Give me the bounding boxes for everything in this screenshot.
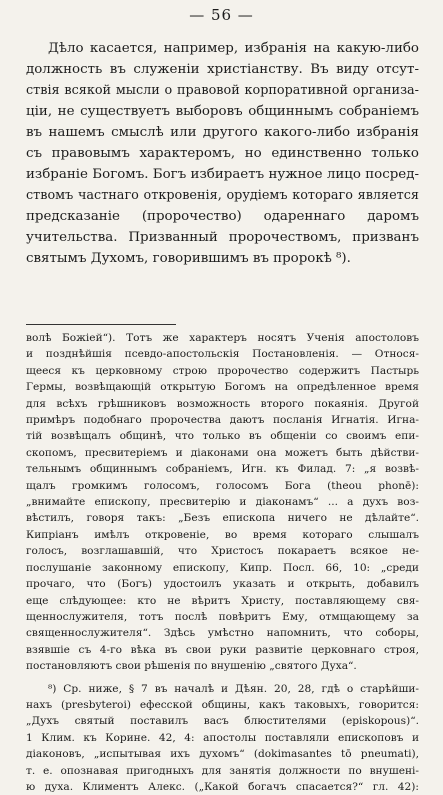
footnote-line: Гермы, возвѣщающій открытую Богомъ на опредѣленное время bbox=[26, 381, 419, 394]
text-line: Дѣло касается, например, избранія на какую-либо bbox=[48, 41, 419, 56]
footnote-line: послушаніе законному епископу, Кипр. Посл. 66, 10: „среди bbox=[26, 561, 419, 574]
footnote-line: и позднѣйшія псевдо-апостольскія Постановленія. — Относя- bbox=[26, 348, 419, 361]
text-line: избраніе Богомъ. Богъ избираетъ нужное лицо посред- bbox=[26, 167, 419, 182]
footnote-line: еще слѣдующее: кто не вѣритъ Христу, поставляющему свя- bbox=[26, 594, 419, 607]
text-line: въ нашемъ смыслѣ или другого какого-либо избранія bbox=[26, 125, 419, 140]
footnote-line: прочаго, что (Богъ) удостоилъ указать и открыть, добавилъ bbox=[26, 578, 419, 591]
footnote-line: щееся къ церковному строю пророчество содержитъ Пастырь bbox=[26, 364, 419, 377]
text-line: ціи, не существуетъ выборовъ общиннымъ собраніемъ bbox=[26, 104, 419, 119]
text-line: съ правовымъ характеромъ, но единственно только bbox=[26, 146, 419, 161]
footnote-line: Кипріанъ имѣлъ откровеніе, во время котораго слышалъ bbox=[26, 528, 419, 541]
footnote-8 bbox=[26, 681, 419, 795]
footnote-line: т. е. опознавая пригодныхъ для занятія должности по внушені- bbox=[26, 764, 419, 777]
footnote-line: „внимайте епископу, пресвитерію и діаконамъ“ ... а духъ воз- bbox=[26, 496, 419, 509]
footnote-line: голосъ, возглашавшій, что Христосъ покараетъ всякое не- bbox=[26, 545, 419, 558]
page-number: — 56 — bbox=[189, 6, 254, 24]
footnote-divider bbox=[26, 324, 176, 325]
text-line: святымъ Духомъ, говорившимъ въ пророкѣ ⁸). bbox=[26, 251, 351, 266]
footnote-line: тій возвѣщалъ общинѣ, что только въ общеніи со своимъ епи- bbox=[26, 430, 419, 443]
text-line: ствомъ частнаго откровенія, орудіемъ котораго является bbox=[26, 188, 419, 203]
footnote-line: нахъ (presbyteroi) ефесской общины, какъ таковыхъ, говорится: bbox=[26, 698, 419, 711]
footnote-line: волѣ Божіей“). Тотъ же характеръ носятъ Ученія апостоловъ bbox=[26, 332, 419, 344]
footnote-line: 1 Клим. къ Корине. 42, 4: апостолы поставляли епископовъ и bbox=[26, 731, 419, 744]
text-line: должность въ служеніи христіанству. Въ виду отсут- bbox=[26, 62, 419, 77]
footnote-line: ю духа. Климентъ Алекс. („Какой богачъ спасается?“ гл. 42): bbox=[26, 780, 419, 793]
footnote-line: тельнымъ общиннымъ собраніемъ, Игн. къ Филад. 7: „я возвѣ- bbox=[26, 463, 419, 476]
footnote-line: щеннослужителя, тотъ послѣ повѣритъ Ему, отмщающему за bbox=[26, 610, 419, 623]
text-line: ствія всякой мысли о правовой корпоративной организа- bbox=[26, 83, 419, 98]
main-text bbox=[26, 38, 419, 269]
footnote-line: взявшіе съ 4-го вѣка въ свои руки развитіе церковнаго строя, bbox=[26, 643, 419, 656]
footnote-line: постановляютъ свои рѣшенія по внушенію „святого Духа“. bbox=[26, 660, 357, 673]
footnote-line: священнослужителя“. Здѣсь умѣстно напомнить, что соборы, bbox=[26, 627, 419, 640]
text-line: учительства. Призванный пророчествомъ, призванъ bbox=[26, 230, 419, 245]
footnote-line: вѣстилъ, говоря такъ: „Безъ епископа ничего не дѣлайте“. bbox=[26, 512, 419, 525]
footnote-line: діаконовъ, „испытывая ихъ духомъ“ (dokimasantes tō pneumati), bbox=[26, 748, 419, 761]
footnote-line: скопомъ, пресвитеріемъ и діаконами она можетъ быть дѣйстви- bbox=[26, 446, 419, 459]
footnotes bbox=[26, 330, 419, 795]
text-line: предсказаніе (пророчество) одареннаго даромъ bbox=[26, 209, 419, 224]
footnote-line: примѣръ подобнаго пророчества даютъ посланія Игнатія. Игна- bbox=[26, 414, 419, 427]
footnote-line: для всѣхъ грѣшниковъ возможность второго покаянія. Другой bbox=[26, 397, 419, 410]
footnote-line: „Духъ святый поставилъ васъ блюстителями (episkopous)“. bbox=[26, 715, 419, 728]
footnote-line: щалъ громкимъ голосомъ, голосомъ Бога (theou phonē): bbox=[26, 479, 419, 492]
footnote-continued bbox=[26, 330, 419, 675]
footnote-line: ⁸) Ср. ниже, § 7 въ началѣ и Дѣян. 20, 28, гдѣ о старѣйши- bbox=[48, 682, 419, 695]
